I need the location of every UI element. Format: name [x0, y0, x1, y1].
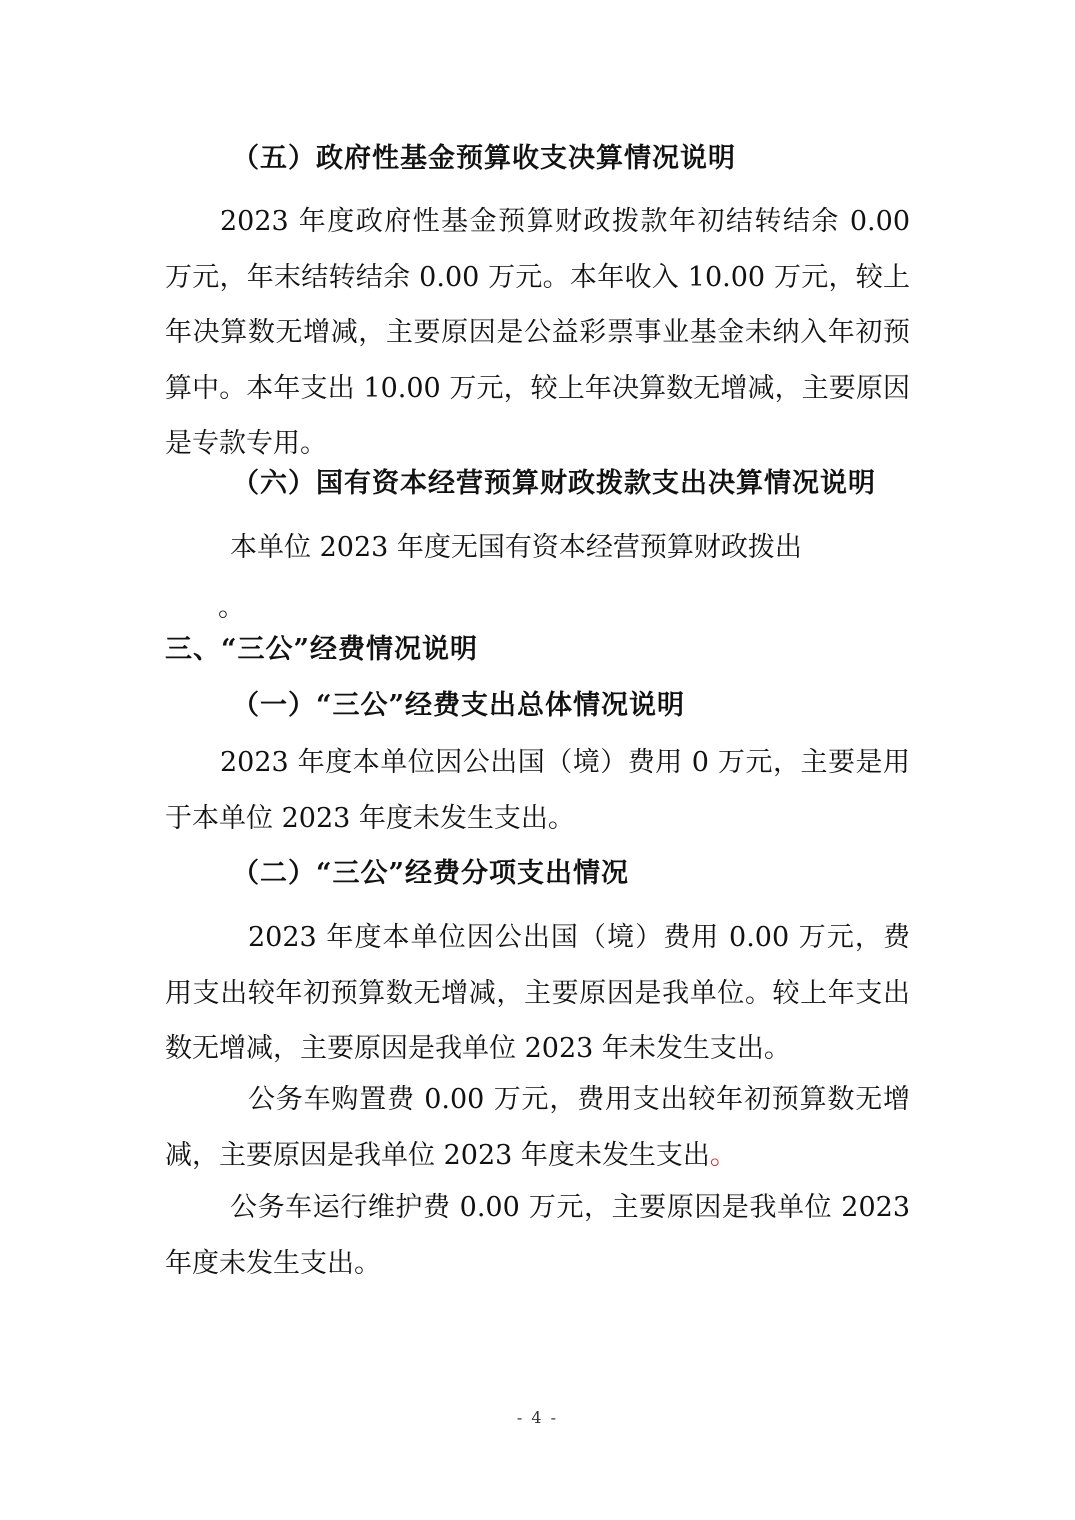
section-5-paragraph: 2023 年度政府性基金预算财政拨款年初结转结余 0.00 万元，年末结转结余 0.00 万元。本年收入 10.00 万元，较上年决算数无增减，主要原因是公益彩票事业基金未纳入年初预算中。本年支出 10.00 万元，较上年决算数无增减，主要原因是专款专用。 [165, 206, 910, 459]
part-3-heading: 三、“三公”经费情况说明 [165, 634, 479, 665]
part-3-2-paragraph-3: 公务车运行维护费 0.00 万元，主要原因是我单位 2023 年度未发生支出。 [165, 1192, 910, 1279]
section-5-heading: （五）政府性基金预算收支决算情况说明 [232, 143, 736, 174]
section-6-paragraph: 本单位 2023 年度无国有资本经营预算财政拨出 [230, 532, 802, 563]
part-3-2-paragraph-2 [165, 1072, 910, 1183]
part-3-1-paragraph: 2023 年度本单位因公出国（境）费用 0 万元，主要是用于本单位 2023 年度未发生支出。 [165, 747, 910, 834]
part-3-2-heading: （二）“三公”经费分项支出情况 [232, 858, 630, 889]
section-6-paragraph-end: 。 [218, 592, 245, 623]
section-6-heading: （六）国有资本经营预算财政拨款支出决算情况说明 [232, 468, 876, 499]
part-3-2-paragraph-1: 2023 年度本单位因公出国（境）费用 0.00 万元，费用支出较年初预算数无增减，主要原因是我单位。较上年支出数无增减，主要原因是我单位 2023 年未发生支出。 [165, 922, 910, 1064]
part-3-2-paragraph-2-text: 公务车购置费 0.00 万元，费用支出较年初预算数无增减，主要原因是我单位 2023 年度未发生支出 [165, 1084, 910, 1171]
part-3-1-heading: （一）“三公”经费支出总体情况说明 [232, 690, 686, 721]
part-3-2-paragraph-2-end: 。 [709, 1139, 737, 1171]
page-number: - 4 - [516, 1408, 559, 1427]
